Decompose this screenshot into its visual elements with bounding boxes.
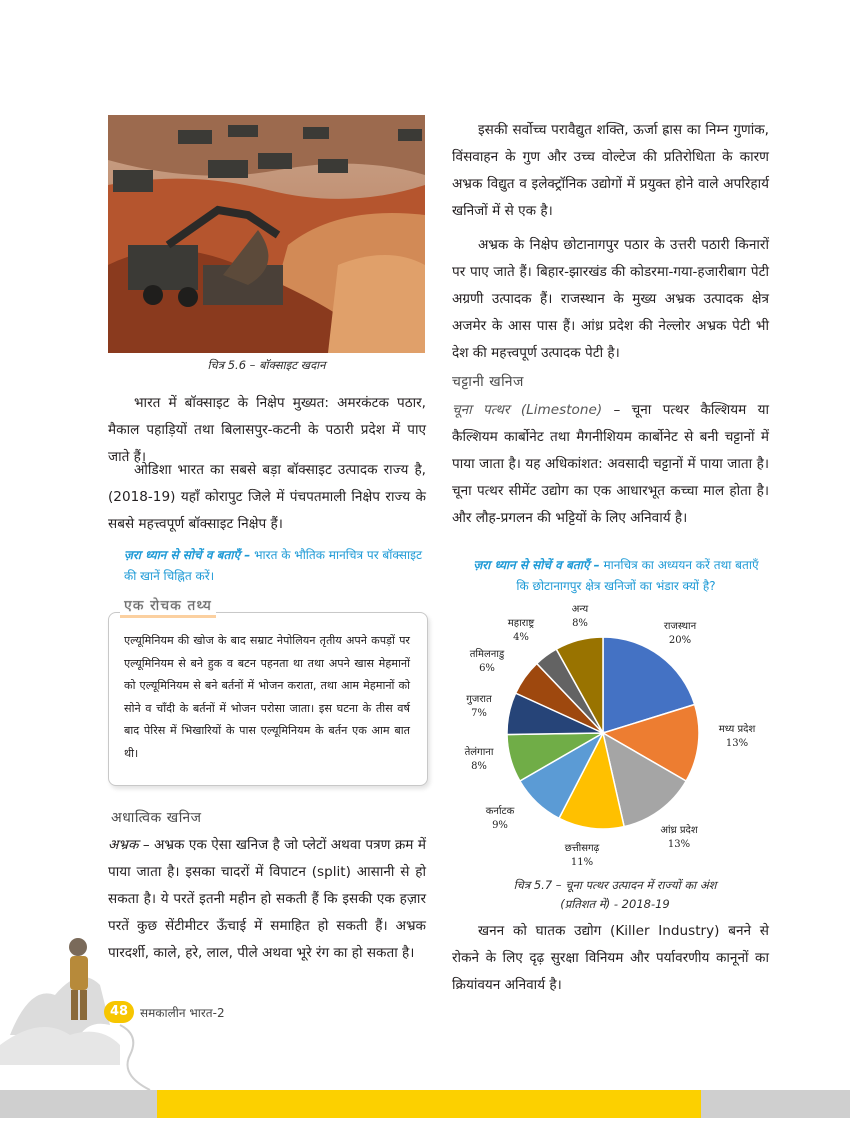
figure-5-6-caption: चित्र 5.6 – बॉक्साइट खदान	[207, 358, 326, 372]
figure-5-7-caption	[455, 876, 775, 914]
pie-label-gj-value: 7%	[471, 708, 487, 719]
pie-label-mp-name: मध्य प्रदेश	[718, 724, 756, 735]
mica-properties-text: इसकी सर्वोच्च परावैद्युत शक्ति, ऊर्जा ह्रास का निम्न गुणांक, विंसवाहन के गुण और उच्च वोल्टेज की प्रतिरोधिता के कारण अभ्रक विद्युत व इलेक्ट्रॉनिक उद्योगों में प्रयुक्त होने वाले अपरिहार्य खनिजों में से एक है।	[452, 122, 769, 219]
think-text-right: मानचित्र का अध्ययन करें तथा बताएँ कि छोटानागपुर क्षेत्र खनिजों का भंडार क्यों है?	[516, 558, 759, 593]
bauxite-text-2: ओडिशा भारत का सबसे बड़ा बॉक्साइट उत्पादक राज्य है, (2018-19) यहाँ कोरापुट जिले में पंचपतमाली निक्षेप राज्य के सबसे महत्त्वपूर्ण बॉक्साइट निक्षेप हैं।	[108, 462, 426, 532]
pie-label-maharashtra	[493, 617, 549, 645]
pie-label-rajasthan-value: 20%	[668, 635, 692, 646]
think-text: भारत के भौतिक मानचित्र पर बॉक्साइट की खानें चिह्नित करें।	[124, 548, 423, 583]
book-title: समकालीन भारत-2	[140, 1006, 225, 1020]
miner-illustration	[0, 925, 160, 1095]
pie-label-mp-value: 13%	[725, 738, 749, 749]
pie-label-cg-name: छत्तीसगढ़	[564, 843, 600, 854]
non-metallic-heading: अधात्विक खनिज	[111, 810, 202, 826]
pie-label-ka-name: कर्नाटक	[485, 806, 515, 817]
pie-label-gujarat	[454, 693, 504, 721]
think-box-right	[466, 555, 766, 597]
footer-bar-accent	[157, 1090, 701, 1118]
limestone-text: – चूना पत्थर कैल्शियम या कैल्शियम कार्बोनेट तथा मैगनीशियम कार्बोनेट से बनी चट्टानों में पाया जाता है। यह अधिकांशत: अवसादी चट्टानों में पाया जाता है। चूना पत्थर सीमेंट उद्योग का एक आधारभूत कच्चा माल होता है। और लौह-प्रगलन की भट्टियों के लिए अनिवार्य है।	[452, 402, 769, 526]
limestone-paragraph	[452, 397, 769, 532]
pie-label-chhattisgarh	[552, 842, 612, 870]
fact-text: एल्यूमिनियम की खोज के बाद सम्राट नेपोलियन तृतीय अपने कपड़ों पर एल्यूमिनियम से बने हुक व बटन पहनता था तथा अपने खास मेहमानों को एल्यूमिनियम से बने बर्तनों में भोजन कराता, तथा आम मेहमानों को सोने व चाँदी के बर्तनों में भोजन परोसा जाता। इस घटना के तीस वर्ष बाद पेरिस में भिखारियों के पास एल्यूमिनियम के बर्तन एक आम बात थी।	[124, 634, 410, 760]
pie-label-ka-value: 9%	[492, 820, 508, 831]
bauxite-mine-photo	[108, 115, 425, 353]
pie-label-others	[560, 603, 600, 631]
pie-label-rajasthan	[650, 620, 710, 648]
pie-label-karnataka	[470, 805, 530, 833]
think-heading: ज़रा ध्यान से सोचें व बताएँ –	[124, 548, 251, 562]
pie-label-tg-value: 8%	[471, 761, 487, 772]
bauxite-text-1: भारत में बॉक्साइट के निक्षेप मुख्यत: अमरकंटक पठार, मैकाल पहाड़ियों तथा बिलासपुर-कटनी के पठारी प्रदेश में पाए जाते हैं।	[108, 395, 426, 465]
pie-label-telangana	[450, 746, 508, 774]
pie-label-madhya-pradesh	[703, 723, 771, 751]
pie-label-mh-name: महाराष्ट्र	[507, 618, 535, 629]
pie-label-others-value: 8%	[572, 618, 588, 629]
mica-deposits-text: अभ्रक के निक्षेप छोटानागपुर पठार के उत्तरी पठारी किनारों पर पाए जाते हैं। बिहार-झारखंड की कोडरमा-गया-हजारीबाग पेटी अग्रणी उत्पादक हैं। राजस्थान के मुख्य अभ्रक उत्पादक क्षेत्र अजमेर के आस पास हैं। आंध्र प्रदेश की नेल्लोर अभ्रक पेटी भी देश की महत्त्वपूर्ण उत्पादक पेटी है।	[452, 237, 769, 361]
pie-label-tg-name: तेलंगाना	[464, 747, 494, 758]
rock-minerals-heading: चट्टानी खनिज	[452, 374, 524, 390]
killer-industry-text: खनन को घातक उद्योग (Killer Industry) बनने से रोकने के लिए दृढ़ सुरक्षा विनियम और पर्यावरणीय कानूनों का क्रियांवयन अनिवार्य है।	[452, 923, 769, 993]
mica-term: अभ्रक	[108, 837, 139, 853]
pie-label-tn-name: तमिलनाडु	[469, 649, 505, 660]
mica-paragraph-3	[452, 232, 769, 367]
pie-label-ap-value: 13%	[667, 839, 691, 850]
fact-title: एक रोचक तथ्य	[120, 596, 216, 618]
think-box-left	[124, 545, 424, 587]
pie-label-cg-value: 11%	[570, 857, 594, 868]
limestone-term: चूना पत्थर (Limestone)	[452, 402, 603, 418]
pie-label-gj-name: गुजरात	[466, 694, 492, 705]
pie-label-andhra-pradesh	[648, 824, 710, 852]
page-number: 48	[104, 1001, 134, 1023]
figure-5-7-caption-line2: (प्रतिशत में) - 2018-19	[560, 897, 670, 911]
figure-5-7-caption-line1: चित्र 5.7 – चूना पत्थर उत्पादन में राज्यों का अंश	[513, 878, 717, 892]
mica-paragraph-2	[452, 117, 769, 225]
think-heading-right: ज़रा ध्यान से सोचें व बताएँ –	[473, 558, 600, 572]
pie-label-ap-name: आंध्र प्रदेश	[660, 825, 698, 836]
pie-label-tn-value: 6%	[479, 663, 495, 674]
pie-label-tamilnadu	[456, 648, 518, 676]
mica-text: – अभ्रक एक ऐसा खनिज है जो प्लेटों अथवा पत्रण क्रम में पाया जाता है। इसका चादरों में विपाटन (split) आसानी से हो सकता है। ये परतें इतनी महीन हो सकती हैं कि इसकी एक हज़ार परतें कुछ सेंटीमीटर ऊँचाई में समाहित हो सकती हैं। अभ्रक पारदर्शी, काले, हरे, लाल, पीले अथवा भूरे रंग का हो सकता है।	[108, 837, 426, 961]
pie-label-rajasthan-name: राजस्थान	[663, 621, 697, 632]
bauxite-paragraph-2	[108, 457, 426, 538]
pie-label-mh-value: 4%	[513, 632, 529, 643]
killer-industry-paragraph	[452, 918, 769, 999]
pie-label-others-name: अन्य	[571, 604, 589, 615]
